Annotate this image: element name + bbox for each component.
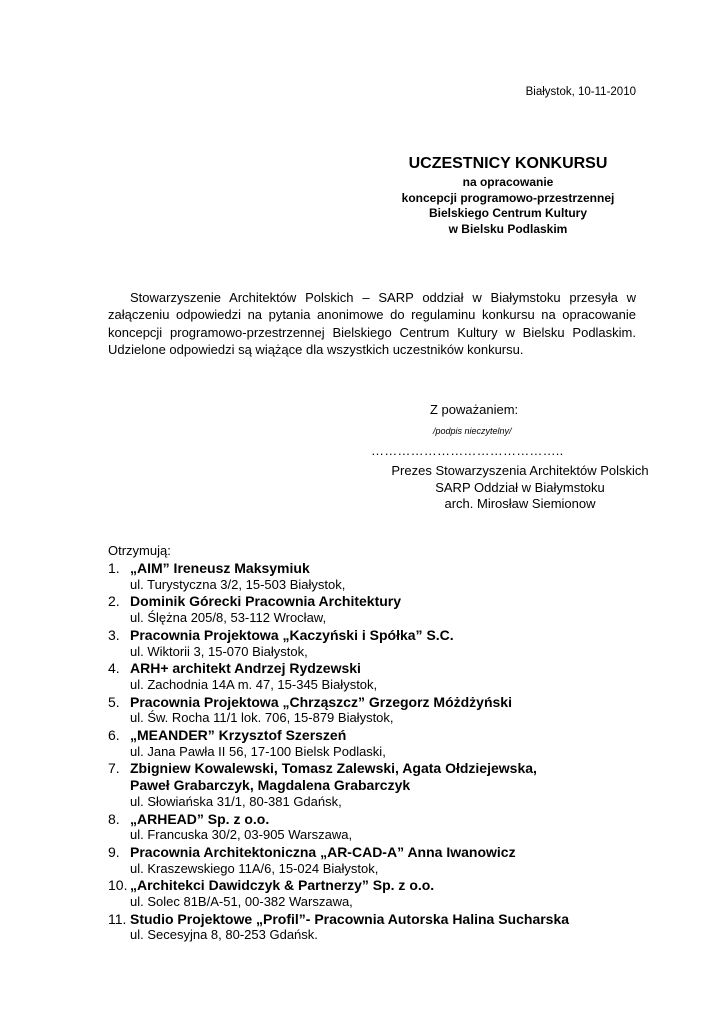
document-title: UCZESTNICY KONKURSU — [408, 155, 608, 172]
recipient-name: „ARHEAD” Sp. z o.o. — [130, 810, 270, 827]
recipient-address: ul. Secesyjna 8, 80-253 Gdańsk. — [130, 927, 318, 943]
subtitle-line: w Bielsku Podlaskim — [448, 221, 568, 236]
recipient-item — [108, 760, 668, 810]
recipient-name: Studio Projektowe „Profil”- Pracownia Autorska Halina Sucharska — [130, 910, 570, 927]
recipient-number: 1. — [108, 560, 120, 576]
recipient-item — [108, 593, 668, 626]
recipient-number: 11. — [108, 910, 127, 927]
recipient-number: 9. — [108, 843, 120, 860]
recipient-address: ul. Jana Pawła II 56, 17-100 Bielsk Podlaski, — [130, 743, 386, 759]
signer-line: Prezes Stowarzyszenia Architektów Polskich — [391, 463, 649, 478]
recipient-item — [108, 811, 668, 844]
recipients-label: Otrzymują: — [108, 543, 171, 558]
subtitle-line: koncepcji programowo-przestrzennej — [401, 190, 615, 205]
recipients-list — [108, 560, 668, 944]
recipient-address: ul. Zachodnia 14A m. 47, 15-345 Białystok, — [130, 676, 378, 692]
recipient-number: 7. — [108, 760, 120, 777]
recipient-number: 10. — [108, 877, 128, 894]
recipient-number: 4. — [108, 660, 120, 677]
recipient-address: ul. Ślężna 205/8, 53-112 Wrocław, — [130, 610, 327, 626]
recipient-address: ul. Solec 81B/A-51, 00-382 Warszawa, — [130, 894, 353, 910]
title-block — [340, 153, 676, 237]
recipient-address: ul. Św. Rocha 11/1 lok. 706, 15-879 Białystok, — [130, 710, 394, 726]
recipient-name: Zbigniew Kowalewski, Tomasz Zalewski, Agata Ołdziejewska, — [130, 760, 537, 777]
recipient-name: ARH+ architekt Andrzej Rydzewski — [130, 660, 361, 677]
subtitle-line: na opracowanie — [462, 175, 554, 189]
recipient-address: ul. Wiktorii 3, 15-070 Białystok, — [130, 643, 308, 659]
recipient-name: Pracownia Projektowa „Chrząszcz” Grzegorz Móżdżyński — [130, 693, 512, 710]
recipient-item — [108, 660, 668, 693]
recipient-name: „AIM” Ireneusz Maksymiuk — [130, 560, 310, 576]
subtitle-line: Bielskiego Centrum Kultury — [428, 206, 588, 220]
recipient-name: Pracownia Projektowa „Kaczyński i Spółka” S.C. — [130, 626, 454, 643]
recipient-address: ul. Słowiańska 31/1, 80-381 Gdańsk, — [130, 793, 342, 809]
recipient-item — [108, 911, 668, 944]
recipient-address: ul. Francuska 30/2, 03-905 Warszawa, — [130, 827, 353, 843]
recipient-number: 3. — [108, 626, 120, 643]
recipient-item — [108, 694, 668, 727]
intro-paragraph — [108, 289, 636, 359]
regards-line: Z poważaniem: — [430, 402, 519, 417]
recipient-item — [108, 627, 668, 660]
signer-line: SARP Oddział w Białymstoku — [435, 479, 605, 495]
recipient-number: 6. — [108, 727, 120, 744]
recipient-address: ul. Turystyczna 3/2, 15-503 Białystok, — [130, 576, 346, 592]
recipient-name: Paweł Grabarczyk, Magdalena Grabarczyk — [130, 777, 411, 794]
recipient-name: „MEANDER” Krzysztof Szerszeń — [130, 727, 347, 744]
recipient-item — [108, 727, 668, 760]
signer-block — [330, 463, 710, 513]
recipient-item — [108, 560, 668, 593]
recipient-item — [108, 877, 668, 910]
recipient-number: 5. — [108, 693, 120, 710]
recipient-address: ul. Kraszewskiego 11A/6, 15-024 Białystok, — [130, 860, 379, 876]
signature-note: /podpis nieczytelny/ — [433, 426, 512, 436]
document-date: Białystok, 10-11-2010 — [525, 86, 636, 98]
signer-line: arch. Mirosław Siemionow — [444, 496, 596, 511]
signature-line: …………………………………….. — [371, 443, 564, 458]
intro-text: Stowarzyszenie Architektów Polskich – SARP oddział w Białymstoku przesyła w załączeniu odpowiedzi na pytania anonimowe do regulaminu konkursu na opracowanie koncepcji programowo-przestrzennej Bielskiego Centrum Kultury w Bielsku Podlaskim. Udzielone odpowiedzi są wiążące dla wszystkich uczestników konkursu. — [108, 290, 636, 358]
recipient-name: Dominik Górecki Pracownia Architektury — [130, 593, 402, 610]
recipient-name: „Architekci Dawidczyk & Partnerzy” Sp. z o.o. — [130, 877, 435, 894]
recipient-number: 8. — [108, 810, 120, 827]
recipient-name: Pracownia Architektoniczna „AR-CAD-A” Anna Iwanowicz — [130, 843, 516, 860]
recipient-number: 2. — [108, 593, 120, 610]
recipient-item — [108, 844, 668, 877]
